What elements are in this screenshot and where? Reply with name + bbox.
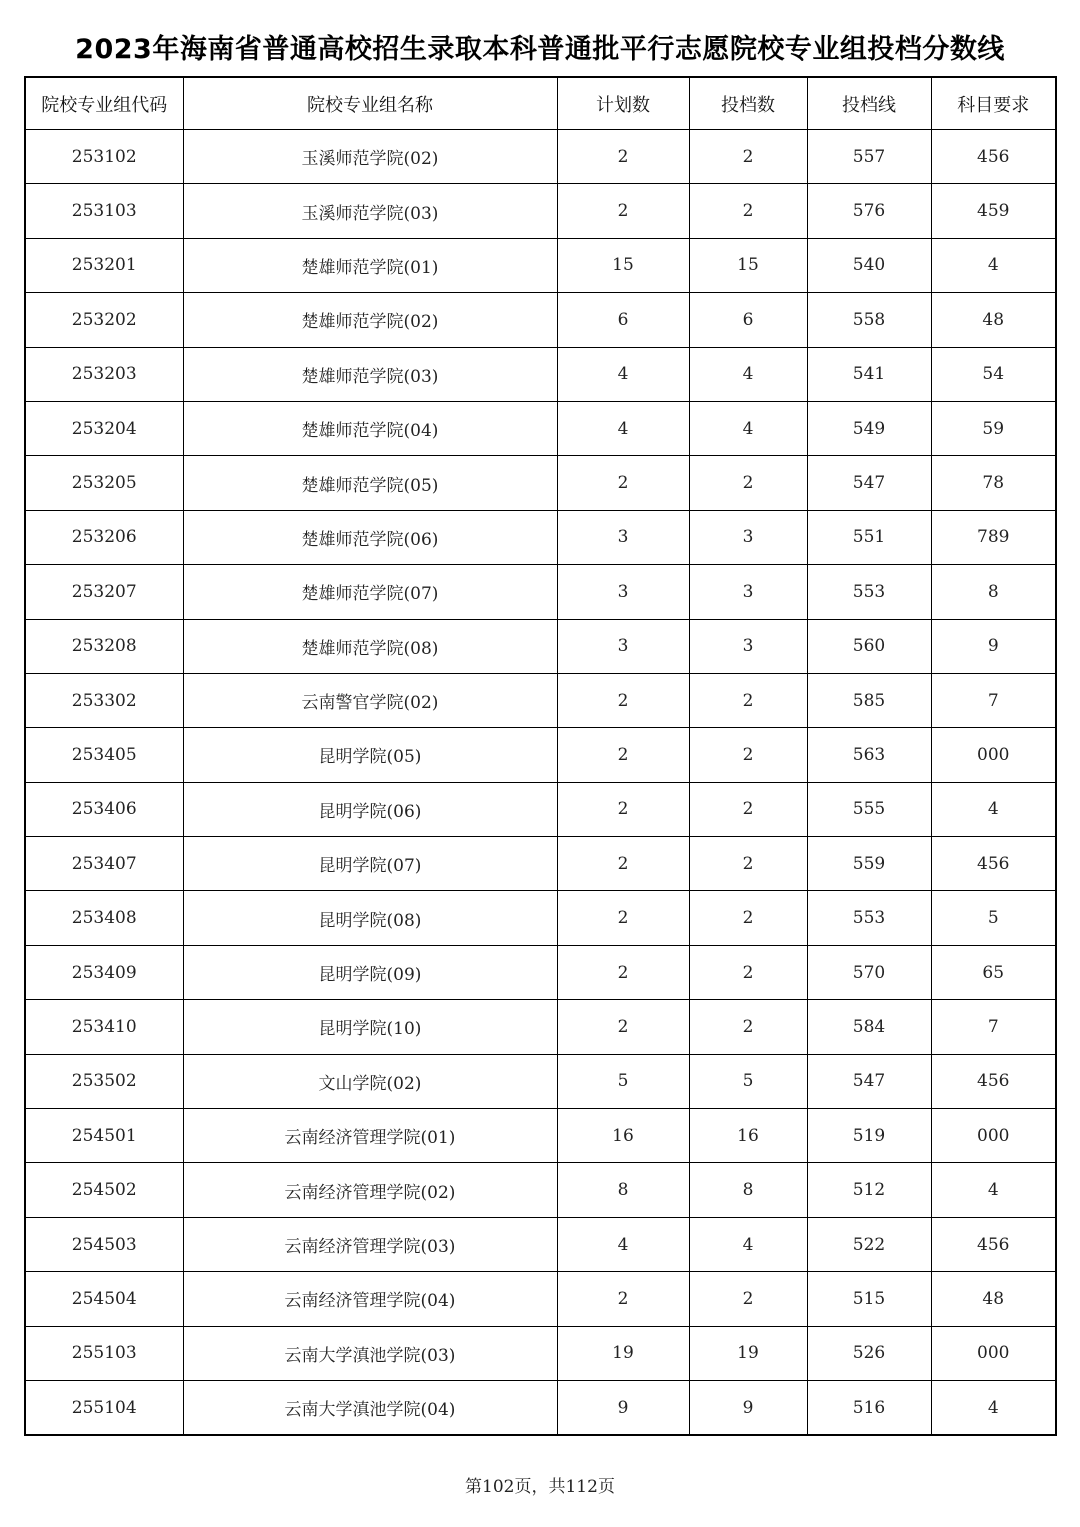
cell-plan-count: 8 bbox=[557, 1163, 689, 1217]
cell-plan-count: 2 bbox=[557, 1272, 689, 1326]
cell-plan-count: 2 bbox=[557, 456, 689, 510]
cell-cutoff-score: 553 bbox=[807, 565, 931, 619]
cell-plan-count: 2 bbox=[557, 184, 689, 238]
cell-cutoff-score: 576 bbox=[807, 184, 931, 238]
cell-group-code: 253410 bbox=[25, 1000, 183, 1054]
cell-group-name: 云南经济管理学院(02) bbox=[183, 1163, 557, 1217]
cell-plan-count: 3 bbox=[557, 565, 689, 619]
cell-subject-requirement: 000 bbox=[931, 1326, 1056, 1380]
cell-cutoff-score: 585 bbox=[807, 673, 931, 727]
table-row bbox=[25, 1000, 1056, 1054]
cell-admit-count: 15 bbox=[689, 238, 807, 292]
cell-admit-count: 4 bbox=[689, 1217, 807, 1271]
header-admit-count: 投档数 bbox=[689, 77, 807, 130]
cell-group-name: 云南经济管理学院(04) bbox=[183, 1272, 557, 1326]
cell-subject-requirement: 456 bbox=[931, 837, 1056, 891]
cell-group-name: 楚雄师范学院(07) bbox=[183, 565, 557, 619]
cell-group-code: 253502 bbox=[25, 1054, 183, 1108]
score-table bbox=[24, 76, 1057, 1436]
cell-subject-requirement: 789 bbox=[931, 510, 1056, 564]
cell-subject-requirement: 78 bbox=[931, 456, 1056, 510]
cell-subject-requirement: 459 bbox=[931, 184, 1056, 238]
cell-cutoff-score: 570 bbox=[807, 945, 931, 999]
cell-subject-requirement: 4 bbox=[931, 238, 1056, 292]
cell-plan-count: 15 bbox=[557, 238, 689, 292]
cell-admit-count: 6 bbox=[689, 293, 807, 347]
cell-cutoff-score: 516 bbox=[807, 1380, 931, 1435]
cell-subject-requirement: 4 bbox=[931, 1380, 1056, 1435]
cell-subject-requirement: 54 bbox=[931, 347, 1056, 401]
header-group-name: 院校专业组名称 bbox=[183, 77, 557, 130]
cell-group-name: 楚雄师范学院(01) bbox=[183, 238, 557, 292]
cell-admit-count: 2 bbox=[689, 1272, 807, 1326]
cell-plan-count: 2 bbox=[557, 891, 689, 945]
cell-plan-count: 19 bbox=[557, 1326, 689, 1380]
cell-cutoff-score: 512 bbox=[807, 1163, 931, 1217]
cell-plan-count: 9 bbox=[557, 1380, 689, 1435]
cell-group-name: 云南大学滇池学院(04) bbox=[183, 1380, 557, 1435]
cell-group-code: 253208 bbox=[25, 619, 183, 673]
cell-group-name: 云南警官学院(02) bbox=[183, 673, 557, 727]
cell-group-code: 254504 bbox=[25, 1272, 183, 1326]
page-title: 2023年海南省普通高校招生录取本科普通批平行志愿院校专业组投档分数线 bbox=[75, 34, 1005, 65]
cell-group-code: 253405 bbox=[25, 728, 183, 782]
table-row bbox=[25, 565, 1056, 619]
cell-cutoff-score: 519 bbox=[807, 1109, 931, 1163]
cell-subject-requirement: 48 bbox=[931, 293, 1056, 347]
cell-plan-count: 2 bbox=[557, 1000, 689, 1054]
cell-subject-requirement: 9 bbox=[931, 619, 1056, 673]
cell-plan-count: 3 bbox=[557, 619, 689, 673]
cell-cutoff-score: 540 bbox=[807, 238, 931, 292]
table-row bbox=[25, 293, 1056, 347]
table-row bbox=[25, 728, 1056, 782]
cell-group-name: 昆明学院(05) bbox=[183, 728, 557, 782]
cell-plan-count: 6 bbox=[557, 293, 689, 347]
cell-group-code: 254502 bbox=[25, 1163, 183, 1217]
table-row bbox=[25, 1163, 1056, 1217]
cell-group-name: 楚雄师范学院(05) bbox=[183, 456, 557, 510]
cell-admit-count: 2 bbox=[689, 891, 807, 945]
header-cutoff-score: 投档线 bbox=[807, 77, 931, 130]
table-row bbox=[25, 891, 1056, 945]
cell-group-code: 253103 bbox=[25, 184, 183, 238]
cell-cutoff-score: 547 bbox=[807, 1054, 931, 1108]
cell-subject-requirement: 5 bbox=[931, 891, 1056, 945]
cell-group-code: 253302 bbox=[25, 673, 183, 727]
table-row bbox=[25, 619, 1056, 673]
cell-group-name: 楚雄师范学院(02) bbox=[183, 293, 557, 347]
cell-admit-count: 2 bbox=[689, 673, 807, 727]
cell-admit-count: 2 bbox=[689, 782, 807, 836]
cell-admit-count: 16 bbox=[689, 1109, 807, 1163]
table-row bbox=[25, 130, 1056, 184]
cell-admit-count: 2 bbox=[689, 1000, 807, 1054]
table-row bbox=[25, 347, 1056, 401]
cell-cutoff-score: 541 bbox=[807, 347, 931, 401]
cell-group-code: 253406 bbox=[25, 782, 183, 836]
cell-group-code: 255103 bbox=[25, 1326, 183, 1380]
cell-admit-count: 8 bbox=[689, 1163, 807, 1217]
cell-admit-count: 4 bbox=[689, 347, 807, 401]
cell-subject-requirement: 8 bbox=[931, 565, 1056, 619]
cell-group-code: 253102 bbox=[25, 130, 183, 184]
cell-subject-requirement: 48 bbox=[931, 1272, 1056, 1326]
table-row bbox=[25, 1217, 1056, 1271]
cell-admit-count: 2 bbox=[689, 945, 807, 999]
cell-group-name: 昆明学院(07) bbox=[183, 837, 557, 891]
header-subject-requirement: 科目要求 bbox=[931, 77, 1056, 130]
cell-group-name: 云南大学滇池学院(03) bbox=[183, 1326, 557, 1380]
cell-cutoff-score: 547 bbox=[807, 456, 931, 510]
table-row bbox=[25, 401, 1056, 455]
cell-subject-requirement: 456 bbox=[931, 1217, 1056, 1271]
table-row bbox=[25, 1054, 1056, 1108]
cell-group-name: 昆明学院(08) bbox=[183, 891, 557, 945]
cell-admit-count: 3 bbox=[689, 510, 807, 564]
cell-plan-count: 2 bbox=[557, 673, 689, 727]
table-body bbox=[25, 130, 1056, 1436]
cell-plan-count: 4 bbox=[557, 401, 689, 455]
cell-group-code: 253408 bbox=[25, 891, 183, 945]
cell-cutoff-score: 560 bbox=[807, 619, 931, 673]
cell-group-code: 253206 bbox=[25, 510, 183, 564]
cell-group-code: 254501 bbox=[25, 1109, 183, 1163]
cell-subject-requirement: 456 bbox=[931, 130, 1056, 184]
page-footer: 第102页，共112页 bbox=[465, 1477, 615, 1497]
table-row bbox=[25, 1380, 1056, 1435]
cell-admit-count: 3 bbox=[689, 565, 807, 619]
cell-cutoff-score: 555 bbox=[807, 782, 931, 836]
cell-subject-requirement: 000 bbox=[931, 1109, 1056, 1163]
cell-group-name: 楚雄师范学院(06) bbox=[183, 510, 557, 564]
cell-admit-count: 5 bbox=[689, 1054, 807, 1108]
cell-cutoff-score: 563 bbox=[807, 728, 931, 782]
cell-plan-count: 4 bbox=[557, 1217, 689, 1271]
cell-group-name: 楚雄师范学院(08) bbox=[183, 619, 557, 673]
cell-subject-requirement: 4 bbox=[931, 1163, 1056, 1217]
cell-plan-count: 16 bbox=[557, 1109, 689, 1163]
cell-subject-requirement: 7 bbox=[931, 673, 1056, 727]
cell-group-code: 254503 bbox=[25, 1217, 183, 1271]
cell-group-code: 253407 bbox=[25, 837, 183, 891]
cell-plan-count: 2 bbox=[557, 837, 689, 891]
table-row bbox=[25, 1326, 1056, 1380]
cell-cutoff-score: 551 bbox=[807, 510, 931, 564]
cell-admit-count: 3 bbox=[689, 619, 807, 673]
header-group-code: 院校专业组代码 bbox=[25, 77, 183, 130]
table-row bbox=[25, 510, 1056, 564]
cell-cutoff-score: 515 bbox=[807, 1272, 931, 1326]
cell-group-name: 文山学院(02) bbox=[183, 1054, 557, 1108]
cell-cutoff-score: 559 bbox=[807, 837, 931, 891]
table-row bbox=[25, 782, 1056, 836]
cell-group-name: 楚雄师范学院(04) bbox=[183, 401, 557, 455]
header-plan-count: 计划数 bbox=[557, 77, 689, 130]
cell-group-code: 253204 bbox=[25, 401, 183, 455]
cell-cutoff-score: 557 bbox=[807, 130, 931, 184]
cell-subject-requirement: 7 bbox=[931, 1000, 1056, 1054]
cell-group-name: 云南经济管理学院(03) bbox=[183, 1217, 557, 1271]
cell-group-code: 253203 bbox=[25, 347, 183, 401]
cell-subject-requirement: 456 bbox=[931, 1054, 1056, 1108]
cell-group-name: 昆明学院(09) bbox=[183, 945, 557, 999]
cell-admit-count: 2 bbox=[689, 456, 807, 510]
cell-cutoff-score: 558 bbox=[807, 293, 931, 347]
cell-group-name: 云南经济管理学院(01) bbox=[183, 1109, 557, 1163]
cell-group-code: 253205 bbox=[25, 456, 183, 510]
cell-admit-count: 9 bbox=[689, 1380, 807, 1435]
table-row bbox=[25, 1272, 1056, 1326]
cell-admit-count: 2 bbox=[689, 837, 807, 891]
cell-subject-requirement: 65 bbox=[931, 945, 1056, 999]
table-row bbox=[25, 238, 1056, 292]
cell-admit-count: 2 bbox=[689, 728, 807, 782]
cell-group-code: 253207 bbox=[25, 565, 183, 619]
table-row bbox=[25, 673, 1056, 727]
cell-plan-count: 5 bbox=[557, 1054, 689, 1108]
cell-group-code: 253409 bbox=[25, 945, 183, 999]
cell-group-name: 玉溪师范学院(02) bbox=[183, 130, 557, 184]
table-row bbox=[25, 837, 1056, 891]
table-row bbox=[25, 184, 1056, 238]
cell-subject-requirement: 000 bbox=[931, 728, 1056, 782]
cell-admit-count: 19 bbox=[689, 1326, 807, 1380]
cell-plan-count: 3 bbox=[557, 510, 689, 564]
cell-cutoff-score: 549 bbox=[807, 401, 931, 455]
cell-subject-requirement: 4 bbox=[931, 782, 1056, 836]
cell-cutoff-score: 522 bbox=[807, 1217, 931, 1271]
table-row bbox=[25, 1109, 1056, 1163]
cell-admit-count: 2 bbox=[689, 184, 807, 238]
cell-cutoff-score: 553 bbox=[807, 891, 931, 945]
cell-cutoff-score: 526 bbox=[807, 1326, 931, 1380]
cell-group-code: 253201 bbox=[25, 238, 183, 292]
cell-group-name: 楚雄师范学院(03) bbox=[183, 347, 557, 401]
cell-plan-count: 2 bbox=[557, 782, 689, 836]
cell-group-name: 玉溪师范学院(03) bbox=[183, 184, 557, 238]
cell-admit-count: 4 bbox=[689, 401, 807, 455]
table-row bbox=[25, 945, 1056, 999]
cell-plan-count: 4 bbox=[557, 347, 689, 401]
cell-admit-count: 2 bbox=[689, 130, 807, 184]
cell-group-name: 昆明学院(06) bbox=[183, 782, 557, 836]
table-header-row bbox=[25, 77, 1056, 130]
table-row bbox=[25, 456, 1056, 510]
cell-subject-requirement: 59 bbox=[931, 401, 1056, 455]
cell-plan-count: 2 bbox=[557, 130, 689, 184]
cell-cutoff-score: 584 bbox=[807, 1000, 931, 1054]
cell-plan-count: 2 bbox=[557, 945, 689, 999]
cell-plan-count: 2 bbox=[557, 728, 689, 782]
cell-group-name: 昆明学院(10) bbox=[183, 1000, 557, 1054]
cell-group-code: 255104 bbox=[25, 1380, 183, 1435]
cell-group-code: 253202 bbox=[25, 293, 183, 347]
